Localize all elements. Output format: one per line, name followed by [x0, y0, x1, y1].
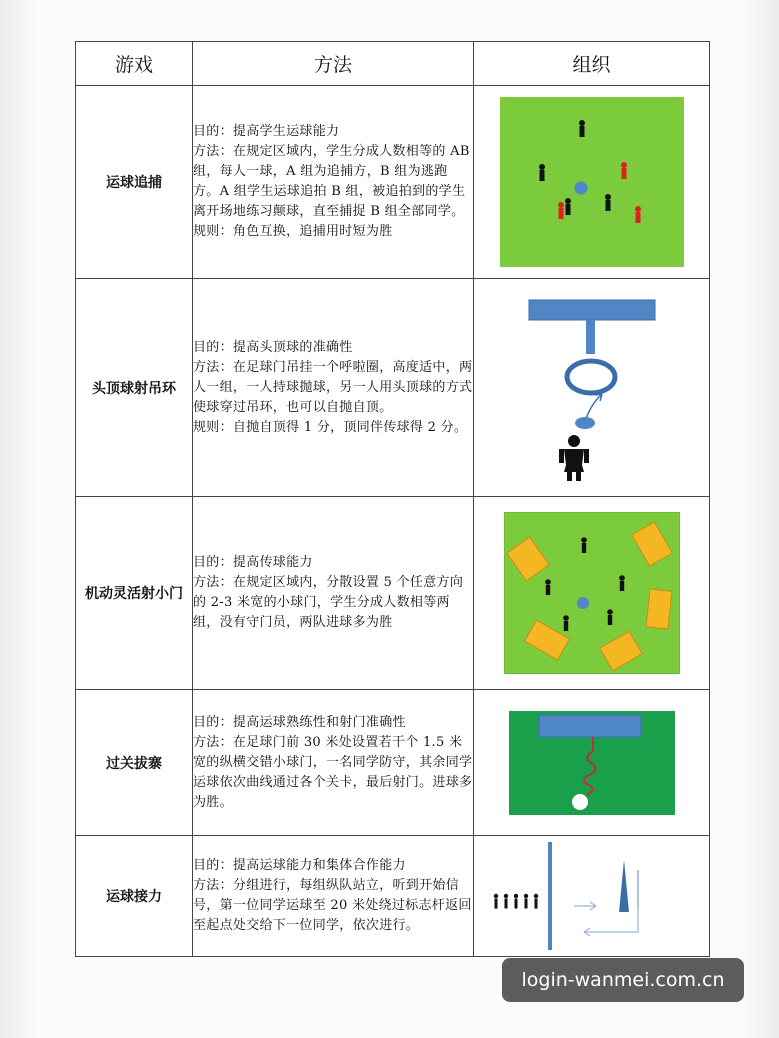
watermark-label: login-wanmei.com.cn [502, 958, 744, 1002]
games-table [75, 41, 710, 957]
start-line [548, 842, 552, 950]
method-cell [193, 497, 474, 690]
ball-icon [575, 417, 595, 429]
relay-diagram [492, 840, 692, 952]
ball-icon [572, 794, 588, 810]
ball-icon [577, 597, 589, 609]
field [500, 97, 684, 267]
table-header-row [76, 42, 710, 86]
organization-cell [474, 836, 710, 957]
hoop-header-diagram [522, 295, 662, 481]
method-line: 方法：在足球门前 30 米处设置若干个 1.5 米宽的纵横交错小球门，一名同学防守，其余同学运球依次曲线通过各个关卡，最后射门。进球多为胜。 [193, 734, 473, 810]
method-line: 规则：角色互换，追捕用时短为胜 [193, 224, 393, 239]
header-organization: 组织 [474, 42, 710, 86]
ball-icon [574, 182, 587, 195]
organization-cell [474, 690, 710, 836]
chase-field-diagram [500, 97, 684, 267]
game-name: 头顶球射吊环 [76, 279, 193, 497]
method-line: 方法：分组进行，每组纵队站立，听到开始信号，第一位同学运球至 20 米处绕过标志杆返回至起点处交给下一位同学，依次进行。 [193, 878, 472, 933]
table-row [76, 497, 710, 690]
player-queue [493, 894, 537, 909]
goal-icon [539, 715, 641, 737]
method-line: 目的：提高传球能力 [193, 555, 313, 570]
goal-crossbar [529, 300, 655, 320]
method-line: 方法：在规定区域内，学生分成人数相等的 AB 组，每人一球，A 组为追捕方，B 组为逃跑方。A 组学生运球追拍 B 组，被追拍到的学生离开场地练习颠球，直至捕捉 B 组全部同学。 [193, 144, 470, 219]
table-row [76, 86, 710, 279]
method-cell [193, 279, 474, 497]
small-goal [646, 589, 672, 629]
person-icon [559, 435, 589, 481]
table-row [76, 836, 710, 957]
header-method: 方法 [193, 42, 474, 86]
organization-cell [474, 497, 710, 690]
method-line: 目的：提高运球能力和集体合作能力 [193, 858, 406, 873]
game-name: 机动灵活射小门 [76, 497, 193, 690]
game-name: 运球接力 [76, 836, 193, 957]
table-row [76, 690, 710, 836]
game-name: 运球追捕 [76, 86, 193, 279]
hoop-icon [567, 361, 615, 393]
marker-pole-icon [619, 860, 629, 912]
method-line: 目的：提高头顶球的准确性 [193, 339, 353, 355]
organization-cell [474, 279, 710, 497]
method-cell [193, 836, 474, 957]
dribble-course-diagram [509, 711, 675, 815]
method-line: 目的：提高运球熟练性和射门准确性 [193, 714, 406, 730]
method-line: 规则：自抛自顶得 1 分，顶同伴传球得 2 分。 [193, 419, 468, 435]
game-name: 过关拔寨 [76, 690, 193, 836]
organization-cell [474, 86, 710, 279]
return-arrow [584, 908, 638, 932]
method-line: 方法：在规定区域内，分散设置 5 个任意方向的 2-3 米宽的小球门，学生分成人数相等两组，没有守门员，两队进球多为胜 [193, 575, 464, 630]
header-game: 游戏 [76, 42, 193, 86]
hanging-pole [586, 320, 595, 354]
small-goals-diagram [504, 512, 680, 674]
method-cell [193, 690, 474, 836]
method-line: 目的：提高学生运球能力 [193, 124, 340, 139]
table-row [76, 279, 710, 497]
method-line: 方法：在足球门吊挂一个呼啦圈，高度适中，两人一组，一人持球抛球，另一人用头顶球的方式使球穿过吊环，也可以自抛自顶。 [193, 359, 473, 415]
method-cell [193, 86, 474, 279]
